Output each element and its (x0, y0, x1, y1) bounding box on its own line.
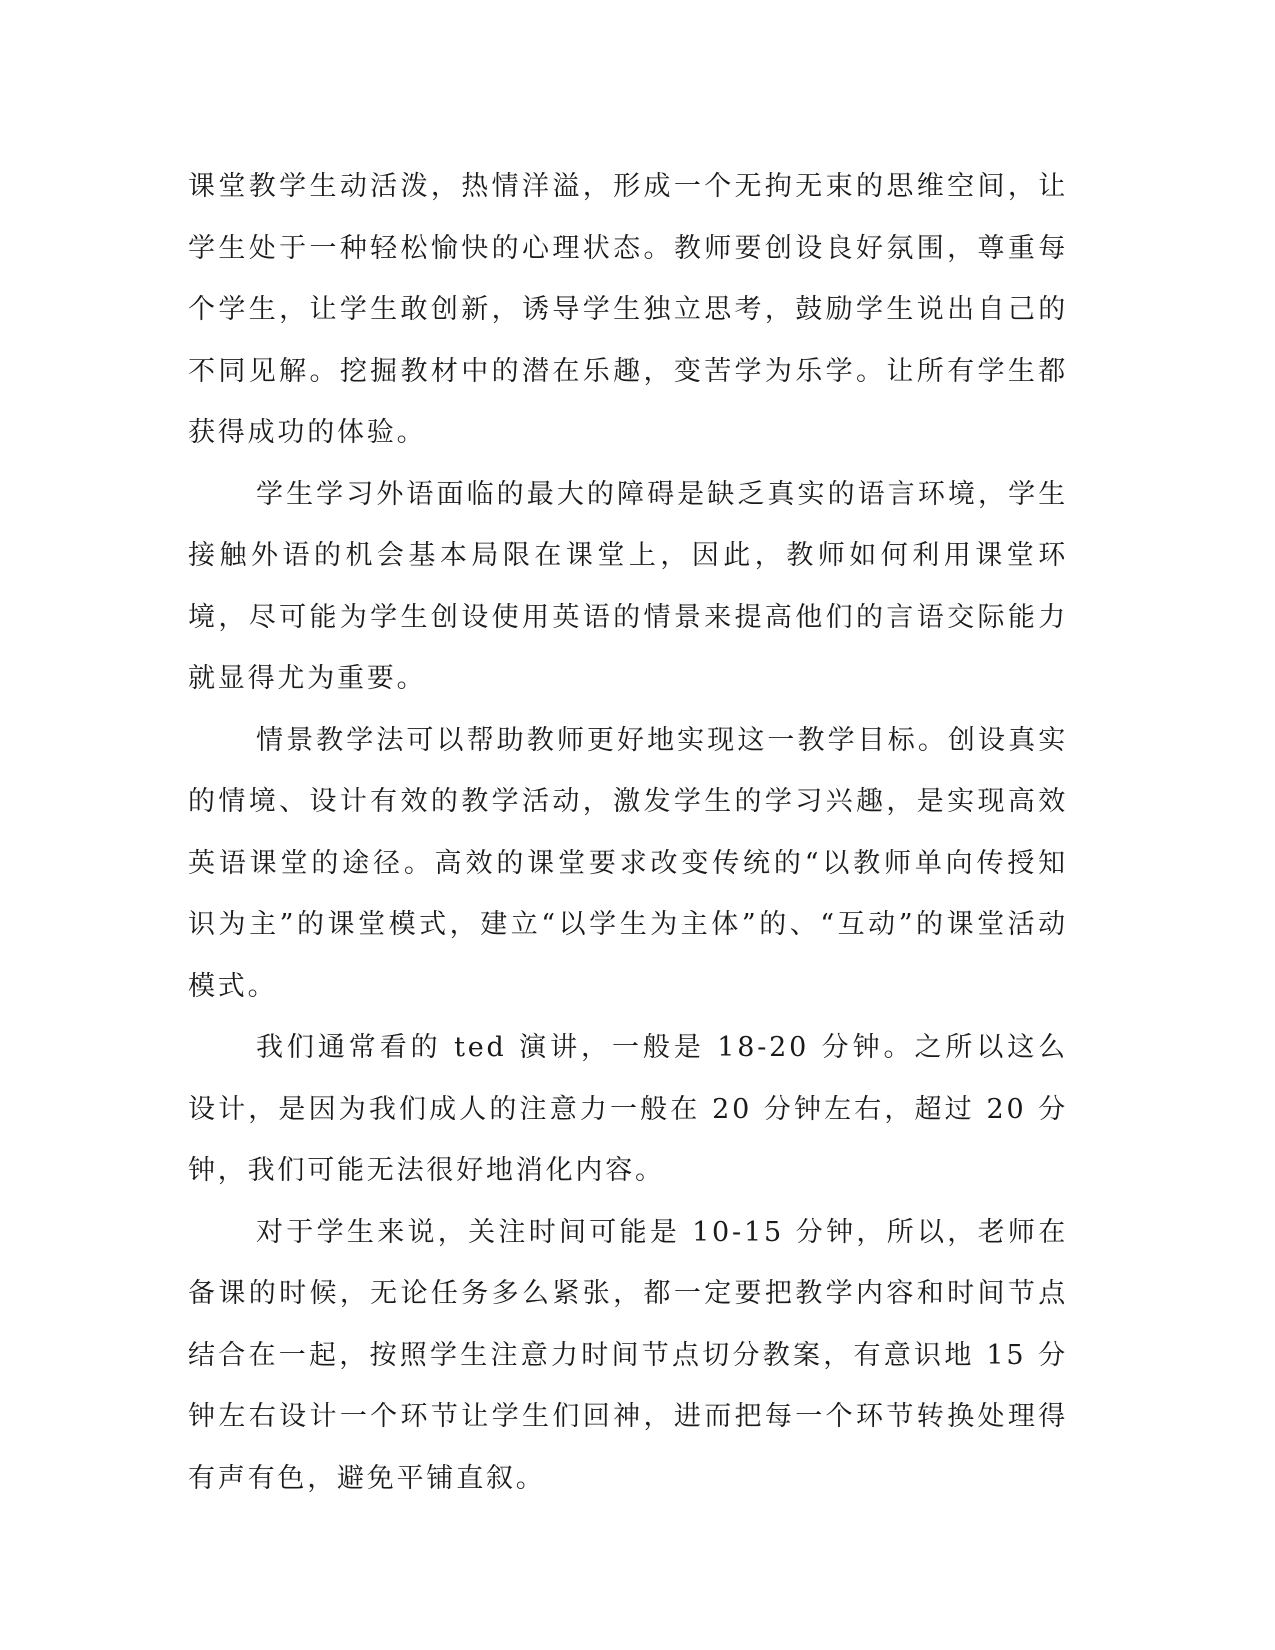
paragraph-1: 课堂教学生动活泼，热情洋溢，形成一个无拘无束的思维空间，让学生处于一种轻松愉快的心理状态。教师要创设良好氛围，尊重每个学生，让学生敢创新，诱导学生独立思考，鼓励学生说出自己的不同见解。挖掘教材中的潜在乐趣，变苦学为乐学。让所有学生都获得成功的体验。 (188, 171, 1068, 448)
paragraph-2: 学生学习外语面临的最大的障碍是缺乏真实的语言环境，学生接触外语的机会基本局限在课堂上，因此，教师如何利用课堂环境，尽可能为学生创设使用英语的情景来提高他们的言语交际能力就显得尤为重要。 (188, 478, 1068, 694)
paragraph-5: 对于学生来说，关注时间可能是 10-15 分钟，所以，老师在备课的时候，无论任务多么紧张，都一定要把教学内容和时间节点结合在一起，按照学生注意力时间节点切分教案，有意识地 15 分钟左右设计一个环节让学生们回神，进而把每一个环节转换处理得有声有色，避免平铺直叙。 (188, 1216, 1068, 1494)
paragraph-4: 我们通常看的 ted 演讲，一般是 18-20 分钟。之所以这么设计，是因为我们成人的注意力一般在 20 分钟左右，超过 20 分钟，我们可能无法很好地消化内容。 (188, 1032, 1068, 1186)
paragraph-3: 情景教学法可以帮助教师更好地实现这一教学目标。创设真实的情境、设计有效的教学活动，激发学生的学习兴趣，是实现高效英语课堂的途径。高效的课堂要求改变传统的“以教师单向传授知识为主”的课堂模式，建立“以学生为主体”的、“互动”的课堂活动模式。 (188, 724, 1068, 1002)
document-body (188, 156, 1068, 1509)
